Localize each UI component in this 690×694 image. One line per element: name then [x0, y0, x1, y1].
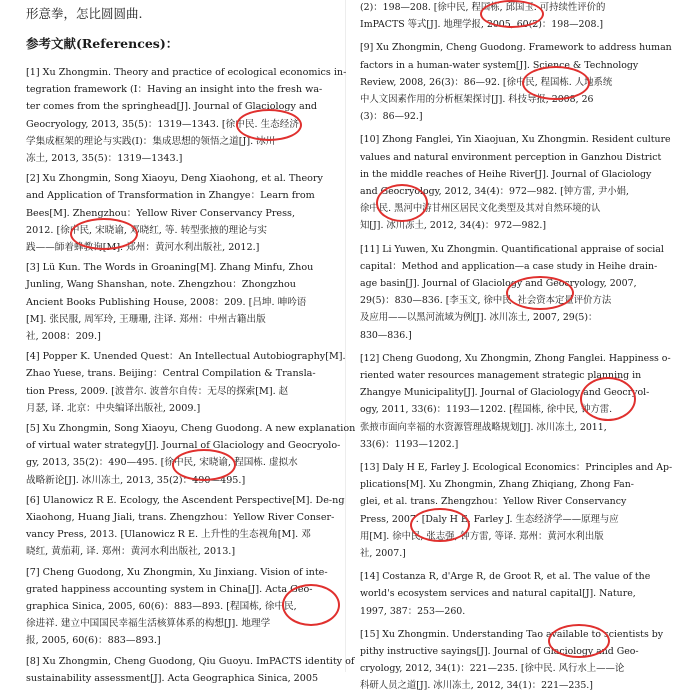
reference-line-first: [11] Li Yuwen, Xu Zhongmin. Quantificational appraise of social — [360, 243, 664, 255]
reference-line: Review, 2008, 26(3)：86—92. [徐中民, 程国栋. 人地系统 — [360, 76, 613, 88]
reference-line: sustainability assessment[J]. Acta Geographica Sinica, 2005 — [26, 672, 319, 684]
reference-line: Junling, Wang Shanshan, note. Zhengzhou：Zhongzhou — [26, 279, 296, 291]
reference-line: glei, et al. trans. Zhengzhou：Yellow River Conservancy — [360, 496, 627, 508]
intro-text: 形意拳，怎比圆圆曲. — [26, 6, 143, 21]
reference-line: 社, 2008：209.] — [26, 331, 101, 342]
reference-line: Bees[M]. Zhengzhou：Yellow River Conservancy Press, — [26, 207, 295, 219]
reference-line: 2012. [徐中民, 宋晓谕, 邓晓红, 等. 转型张掖的理论与实 — [26, 224, 267, 236]
reference-line: tion Press, 2009. [波普尔. 波普尔自传：无尽的探索[M]. 赵 — [26, 385, 289, 397]
reference-line: 学集成框架的理论与实践(I)：集成思想的领悟之道[J]. 冰川 — [26, 135, 276, 147]
reference-line-first: [12] Cheng Guodong, Xu Zhongmin, Zhong Fanglei. Happiness o- — [360, 352, 671, 364]
reference-line: 冻土, 2013, 35(5)：1319—1343.] — [26, 153, 183, 164]
reference-line-first: [6] Ulanowicz R E. Ecology, the Ascendent Perspective[M]. De-ng — [26, 494, 345, 506]
references-heading: 参考文献(References)： — [26, 36, 179, 51]
reference-line: 践——師着蜂教询[M]. 郑州：黄河水利出版社, 2012.] — [26, 242, 260, 253]
reference-line: 社, 2007.] — [360, 548, 406, 559]
reference-line: 徐进祥. 建立中国国民幸福生活核算体系的构想[J]. 地理学 — [26, 618, 271, 630]
reference-line: Zhangye Municipality[J]. Journal of Glaciology and Geocryol- — [360, 387, 650, 399]
reference-line-first: [5] Xu Zhongmin, Song Xiaoyu, Cheng Guodong. A new explanation — [26, 423, 356, 434]
reference-line: 晓红, 黄茄莉, 译. 郑州：黄河水利出版社, 2013.] — [26, 546, 236, 558]
reference-line: Ancient Books Publishing House, 2008：209. [吕坤. 呻吟语 — [26, 296, 307, 308]
reference-line-first: (2)：198—208. [徐中民, 程国栋, 邱国玉. 可持续性评价的 — [360, 2, 606, 13]
reference-line: Press, 2007. [Daly H E, Farley J. 生态经济学——原理与应 — [360, 513, 619, 525]
reference-line: 29(5)：830—836. [李玉文, 徐中民. 社会资本定量评价方法 — [360, 295, 612, 307]
reference-line-first: [7] Cheng Guodong, Xu Zhongmin, Xu Jinxiang. Vision of inte- — [26, 566, 328, 578]
reference-line-first: [2] Xu Zhongmin, Song Xiaoyu, Deng Xiaohong, et al. Theory — [26, 173, 323, 185]
reference-line: in the middle reaches of Heihe River[J]. Journal of Glaciology — [360, 168, 652, 180]
reference-line: ter comes from the springhead[J]. Journal of Glaciology and — [26, 101, 318, 113]
reference-line: age basin[J]. Journal of Glaciology and Geocryology, 2007, — [360, 278, 637, 289]
reference-line: Zhao Yuese, trans. Beijing：Central Compilation & Transla- — [26, 368, 316, 380]
reference-line: 战略新论[J]. 冰川冻土, 2013, 35(2)：490—495.] — [26, 474, 246, 486]
reference-line: 月瑟, 译. 北京：中央编译出版社, 2009.] — [26, 402, 201, 414]
reference-line-first: [4] Popper K. Unended Quest：An Intellectual Autobiography[M]. — [26, 351, 346, 363]
reference-line: pithy instructive sayings[J]. Journal of Glaciology and Geo- — [360, 646, 639, 657]
reference-line-first: [9] Xu Zhongmin, Cheng Guodong. Framework to address human — [360, 42, 672, 54]
reference-line: world's ecosystem services and natural capital[J]. Nature, — [360, 588, 636, 600]
reference-line: [M]. 张民服, 周军玲, 王珊珊, 注译. 郑州：中州古籍出版 — [26, 313, 266, 325]
reference-line: factors in a human-water system[J]. Science & Technology — [360, 59, 639, 71]
reference-line-first: [14] Costanza R, d'Arge R, de Groot R, et al. The value of the — [360, 571, 651, 583]
reference-line: 33(6)：1193—1202.] — [360, 438, 459, 450]
reference-line-first: [3] Lü Kun. The Words in Groaning[M]. Zhang Minfu, Zhou — [26, 262, 314, 274]
reference-line: gy, 2013, 35(2)：490—495. [徐中民, 宋晓谕, 程国栋. 虚拟水 — [26, 457, 298, 469]
reference-line: 报, 2005, 60(6)：883—893.] — [26, 635, 161, 647]
reference-line: 科研人员之道[J]. 冰川冻土, 2012, 34(1)：221—235.] — [360, 680, 593, 692]
reference-line-first: [10] Zhong Fanglei, Yin Xiaojuan, Xu Zhongmin. Resident culture — [360, 134, 671, 146]
reference-line: and Application of Transformation in Zhangye：Learn from — [26, 190, 315, 202]
reference-line: graphica Sinica, 2005, 60(6)：883—893. [程国栋, 徐中民, — [26, 601, 297, 612]
reference-line: 知[J]. 冰川冻土, 2012, 34(4)：972—982.] — [360, 220, 547, 232]
reference-line: tegration framework (I：Having an insight into the fresh wa- — [26, 84, 323, 96]
reference-line-first: [1] Xu Zhongmin. Theory and practice of ecological economics in- — [26, 67, 347, 78]
reference-line: grated happiness accounting system in China[J]. Acta Geo- — [26, 583, 313, 595]
reference-line: ogy, 2011, 33(6)：1193—1202. [程国栋, 徐中民, 钟方雷. — [360, 404, 613, 416]
reference-line: 用[M]. 徐中民, 张志强, 钟方雷, 等译. 郑州：黄河水利出版 — [360, 530, 604, 542]
reference-line-first: [8] Xu Zhongmin, Cheng Guodong, Qiu Guoyu. ImPACTS identity of — [26, 655, 355, 667]
reference-line: 中人文因素作用的分析框架探讨[J]. 科技导报, 2008, 26 — [360, 94, 594, 105]
reference-line: cryology, 2012, 34(1)：221—235. [徐中民. 风行水上——论 — [360, 663, 625, 675]
reference-line: riented water resources management strategic planning in — [360, 370, 642, 381]
reference-line: of virtual water strategy[J]. Journal of Glaciology and Geocryolo- — [26, 440, 341, 452]
reference-line: (3)：86—92.] — [360, 111, 423, 123]
reference-line: values and natural environment perception in Ganzhou District — [360, 151, 662, 163]
reference-line: 徐中民. 黑河中游甘州区居民文化类型及其对自然环境的认 — [360, 203, 601, 215]
reference-line-first: [15] Xu Zhongmin. Understanding Tao available to scientists by — [360, 628, 664, 640]
reference-line: Geocryology, 2013, 35(5)：1319—1343. [徐中民. 生态经济 — [26, 118, 299, 130]
reference-line: plications[M]. Xu Zhongmin, Zhang Zhiqiang, Zhong Fan- — [360, 479, 634, 491]
reference-line: and Geocryology, 2012, 34(4)：972—982. [钟方雷, 尹小娟, — [360, 186, 629, 197]
reference-line: 830—836.] — [360, 329, 412, 341]
reference-line: 1997, 387：253—260. — [360, 605, 466, 617]
reference-line-first: [13] Daly H E, Farley J. Ecological Economics：Principles and Ap- — [360, 462, 673, 473]
reference-line: vancy Press, 2013. [Ulanowicz R E. 上升性的生态视角[M]. 邓 — [26, 529, 311, 541]
reference-line: 张掖市面向幸福的水资源管理战略规划[J]. 冰川冻土, 2011, — [360, 421, 607, 433]
reference-line: ImPACTS 等式[J]. 地理学报, 2005, 60(2)：198—208.] — [360, 19, 604, 31]
reference-line: capital：Method and application—a case study in Heihe drain- — [360, 260, 658, 272]
column-divider — [345, 0, 346, 672]
reference-line: Xiaohong, Huang Jiali, trans. Zhengzhou：Yellow River Conser- — [26, 512, 335, 523]
reference-line: 及应用——以黑河流域为例[J]. 冰川冻土, 2007, 29(5)： — [360, 312, 598, 324]
